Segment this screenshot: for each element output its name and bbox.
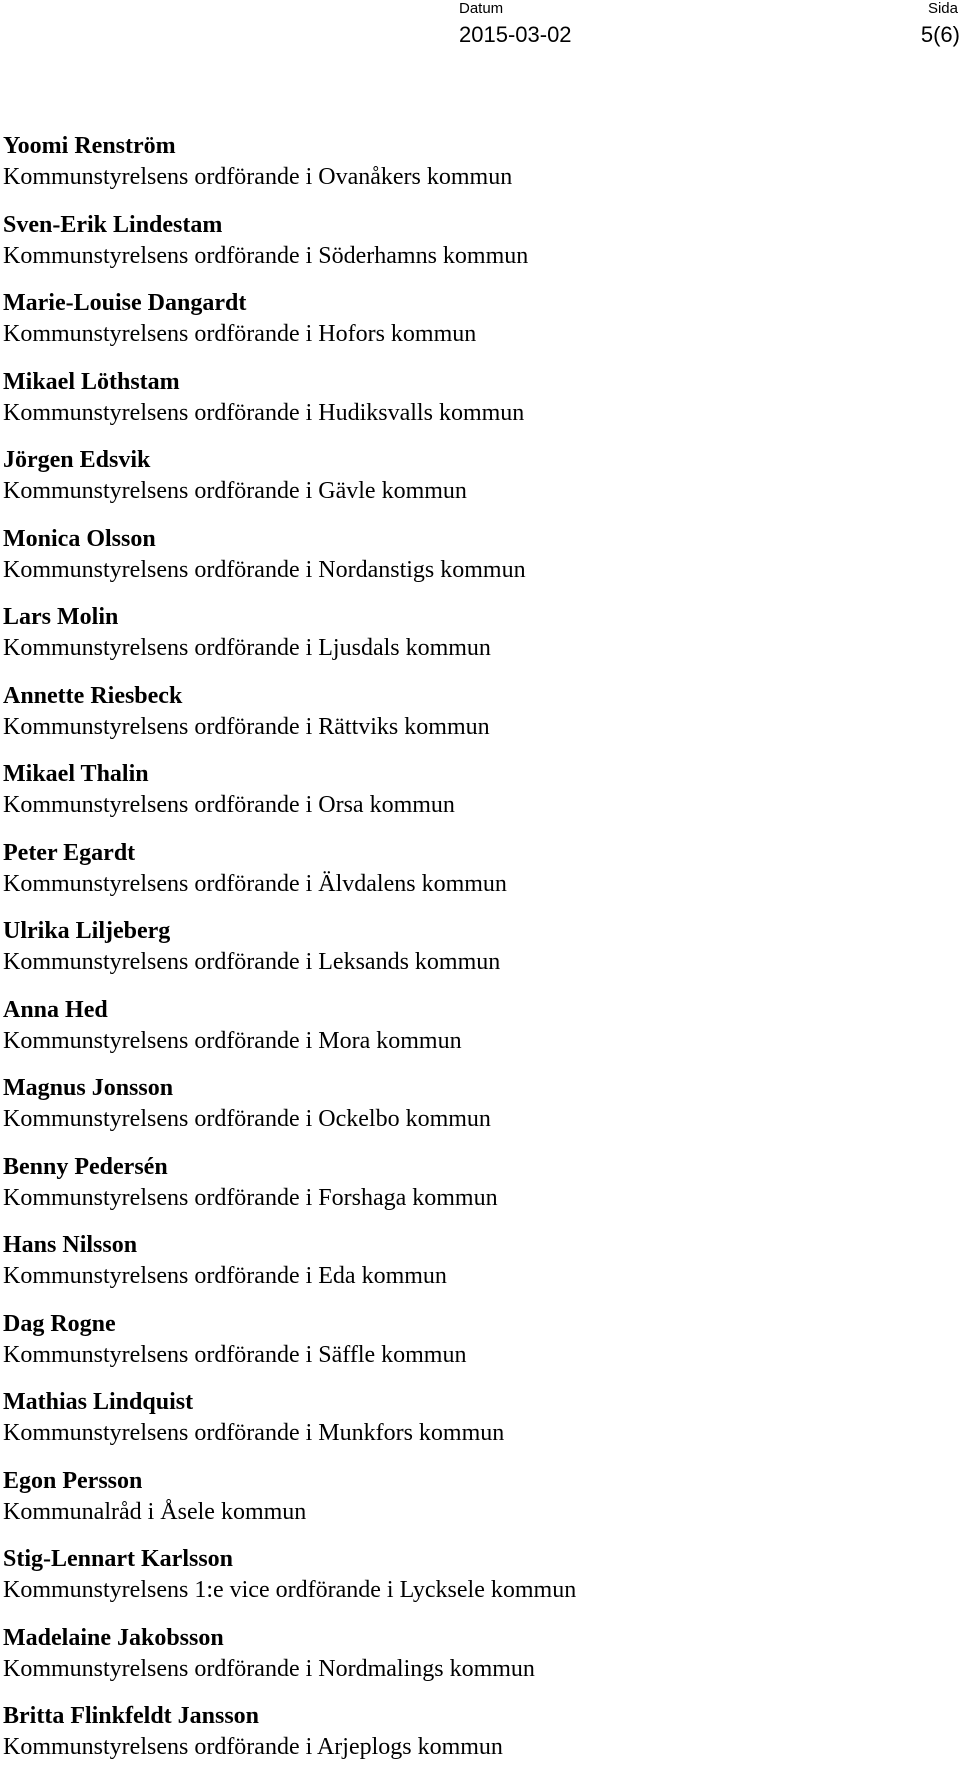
person-name: Jörgen Edsvik	[3, 447, 151, 473]
list-item	[3, 1153, 943, 1232]
person-title: Kommunstyrelsens ordförande i Leksands kommun	[3, 949, 501, 975]
person-title: Kommunstyrelsens ordförande i Älvdalens kommun	[3, 870, 507, 897]
list-item	[3, 603, 943, 682]
date-block	[459, 0, 572, 50]
person-name: Madelaine Jakobsson	[3, 1624, 224, 1651]
list-item	[3, 132, 943, 211]
list-item	[3, 368, 943, 447]
person-title: Kommunstyrelsens ordförande i Eda kommun	[3, 1263, 447, 1289]
list-item	[3, 1467, 943, 1546]
person-title: Kommunstyrelsens ordförande i Rättviks kommun	[3, 713, 490, 740]
list-item	[3, 1074, 943, 1153]
list-item	[3, 1545, 943, 1624]
person-title: Kommunstyrelsens ordförande i Söderhamns kommun	[3, 242, 529, 269]
person-title: Kommunstyrelsens ordförande i Hofors kommun	[3, 321, 477, 347]
person-name: Dag Rogne	[3, 1310, 116, 1337]
person-title: Kommunstyrelsens ordförande i Forshaga kommun	[3, 1184, 498, 1211]
person-name: Stig-Lennart Karlsson	[3, 1546, 234, 1572]
person-title: Kommunstyrelsens ordförande i Nordmalings kommun	[3, 1655, 535, 1682]
person-title: Kommunstyrelsens ordförande i Säffle kommun	[3, 1341, 467, 1368]
list-item	[3, 211, 943, 290]
list-item	[3, 996, 943, 1075]
person-title: Kommunstyrelsens ordförande i Mora kommun	[3, 1027, 462, 1054]
person-title: Kommunstyrelsens ordförande i Munkfors kommun	[3, 1420, 505, 1446]
person-title: Kommunalråd i Åsele kommun	[3, 1498, 307, 1525]
list-item	[3, 1624, 943, 1703]
person-title: Kommunstyrelsens ordförande i Orsa kommun	[3, 792, 455, 818]
page-number: 5(6)	[920, 22, 960, 47]
list-item	[3, 1231, 943, 1310]
list-item	[3, 1310, 943, 1389]
list-item	[3, 1388, 943, 1467]
signatory-list	[3, 132, 943, 1781]
person-name: Benny Pedersén	[3, 1153, 168, 1180]
page-label: Sida	[927, 0, 958, 17]
person-title: Kommunstyrelsens ordförande i Ljusdals kommun	[3, 635, 491, 661]
person-name: Mikael Thalin	[3, 761, 149, 787]
person-name: Mikael Löthstam	[3, 368, 180, 395]
person-name: Monica Olsson	[3, 525, 156, 552]
person-name: Magnus Jonsson	[3, 1075, 174, 1101]
date-label: Datum	[459, 0, 504, 17]
list-item	[3, 525, 943, 604]
person-title: Kommunstyrelsens ordförande i Gävle kommun	[3, 478, 467, 504]
person-title: Kommunstyrelsens ordförande i Ovanåkers kommun	[3, 164, 513, 190]
person-title: Kommunstyrelsens 1:e vice ordförande i Lycksele kommun	[3, 1577, 577, 1603]
person-name: Mathias Lindquist	[3, 1389, 194, 1415]
person-title: Kommunstyrelsens ordförande i Hudiksvalls kommun	[3, 399, 525, 426]
person-name: Anna Hed	[3, 996, 108, 1023]
page-number-block	[840, 0, 960, 50]
person-name: Yoomi Renström	[3, 133, 176, 159]
list-item	[3, 917, 943, 996]
person-name: Ulrika Liljeberg	[3, 918, 171, 944]
person-name: Hans Nilsson	[3, 1232, 138, 1258]
page-header	[0, 0, 960, 60]
person-name: Sven-Erik Lindestam	[3, 211, 223, 238]
person-name: Marie-Louise Dangardt	[3, 290, 247, 316]
list-item	[3, 446, 943, 525]
list-item	[3, 760, 943, 839]
person-title: Kommunstyrelsens ordförande i Ockelbo kommun	[3, 1106, 491, 1132]
person-name: Peter Egardt	[3, 839, 136, 866]
list-item	[3, 839, 943, 918]
list-item	[3, 289, 943, 368]
person-name: Egon Persson	[3, 1467, 143, 1494]
person-name: Annette Riesbeck	[3, 682, 183, 709]
person-name: Lars Molin	[3, 604, 119, 630]
list-item	[3, 1702, 943, 1781]
person-title: Kommunstyrelsens ordförande i Arjeplogs kommun	[3, 1734, 503, 1760]
person-name: Britta Flinkfeldt Jansson	[3, 1703, 260, 1729]
list-item	[3, 682, 943, 761]
date-value: 2015-03-02	[459, 22, 572, 47]
person-title: Kommunstyrelsens ordförande i Nordanstigs kommun	[3, 556, 526, 583]
